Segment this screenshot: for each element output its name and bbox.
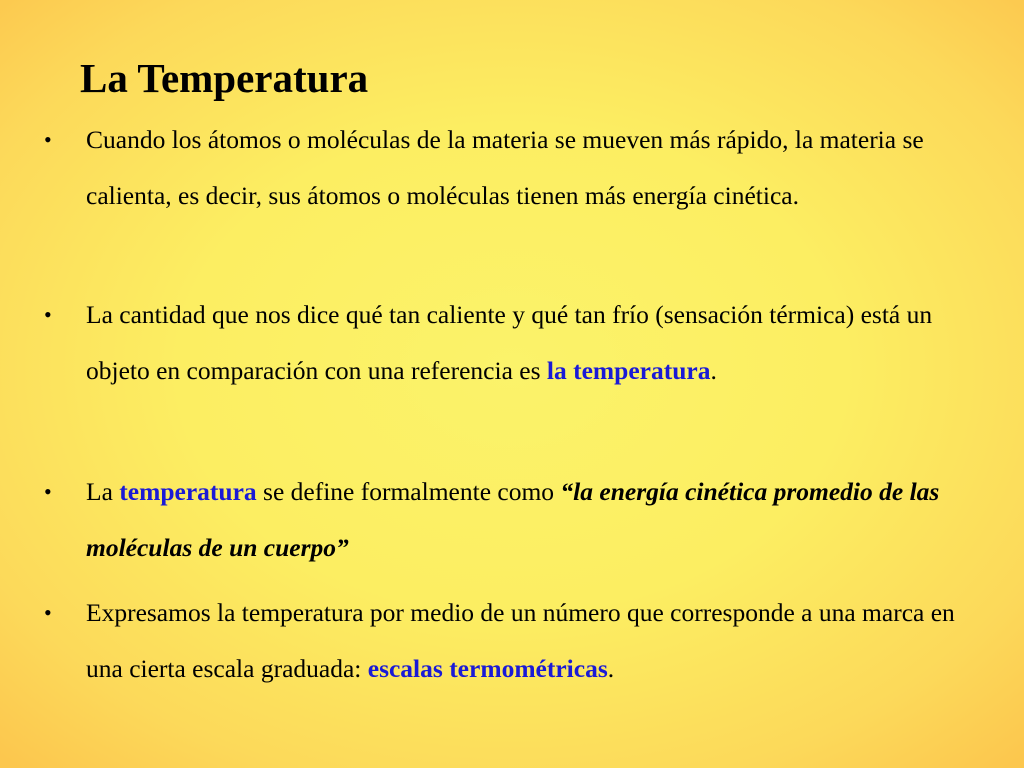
bullet-2-highlight: la temperatura [546, 355, 711, 385]
bullet-dot: • [44, 127, 52, 152]
slide-title: La Temperatura [80, 55, 369, 101]
bullet-1-text: Cuando los átomos o moléculas de la materia se mueven más rápido, la materia se calienta, es decir, sus átomos o moléculas tienen más energía cinética. [86, 125, 924, 210]
bullet-3-quote: “la energía cinética promedio de las moléculas de un cuerpo” [86, 477, 940, 562]
bullet-text [86, 464, 986, 575]
bullet-4-text-after: . [607, 653, 615, 683]
bullet-4-text-before: Expresamos la temperatura por medio de un número que corresponde a una marca en una cierta escala graduada: [86, 598, 955, 683]
bullet-4-highlight: escalas termométricas [367, 653, 608, 683]
bullet-2-text-before: La cantidad que nos dice qué tan caliente y qué tan frío (sensación térmica) está un objeto en comparación con una referencia es [86, 300, 933, 385]
bullet-dot: • [44, 479, 52, 504]
bullet-3-text-before: La [86, 477, 120, 506]
bullet-3-text-middle: se define formalmente como [256, 477, 561, 506]
bullet-text [86, 585, 986, 696]
bullet-text [86, 112, 986, 223]
bullet-dot: • [44, 600, 52, 625]
bullet-3-highlight: temperatura [119, 477, 257, 506]
bullet-2-text-after: . [710, 355, 717, 385]
bullet-text [86, 287, 986, 398]
bullet-dot: • [44, 302, 52, 327]
